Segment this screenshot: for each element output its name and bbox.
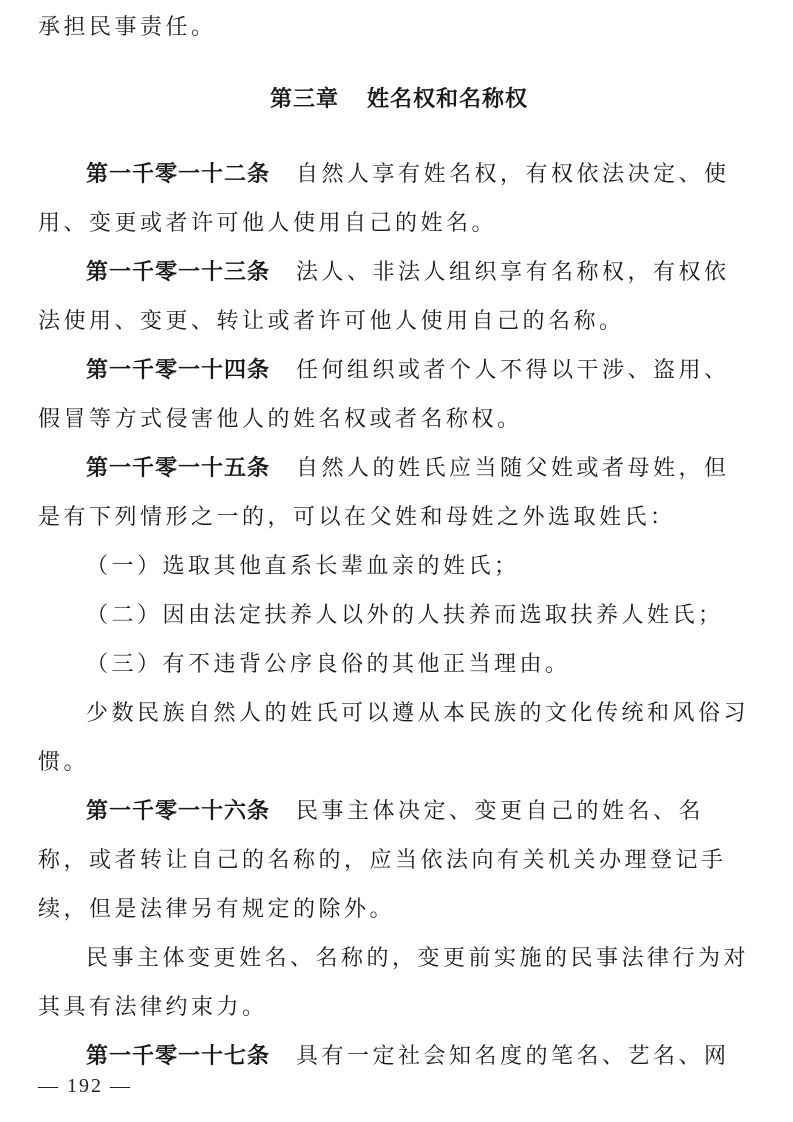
article-number: 第一千零一十五条 bbox=[86, 456, 271, 481]
continued-text: 承担民事责任。 bbox=[38, 15, 217, 40]
article-number: 第一千零一十六条 bbox=[86, 799, 271, 824]
article-text: 自然人享有姓名权，有权依法决定、使 bbox=[296, 162, 730, 187]
article-text: 自然人的姓氏应当随父姓或者母姓，但 bbox=[296, 456, 730, 481]
chapter-name: 姓名权和名称权 bbox=[367, 87, 529, 112]
article-number: 第一千零一十二条 bbox=[86, 162, 271, 187]
article-number: 第一千零一十四条 bbox=[86, 358, 271, 383]
article-text: 任何组织或者个人不得以干涉、盗用、 bbox=[296, 358, 730, 383]
article-1016-line-2: 称，或者转让自己的名称的，应当依法向有关机关办理登记手 bbox=[38, 848, 727, 873]
article-1014-line-2: 假冒等方式侵害他人的姓名权或者名称权。 bbox=[38, 407, 523, 432]
paragraph-1016b-line-2: 其具有法律约束力。 bbox=[38, 995, 268, 1020]
article-1016-line-3: 续，但是法律另有规定的除外。 bbox=[38, 897, 396, 922]
article-1015-line-2: 是有下列情形之一的，可以在父姓和母姓之外选取姓氏： bbox=[38, 505, 676, 530]
article-1015-line-1 bbox=[38, 445, 760, 492]
article-1016-line-1 bbox=[38, 788, 760, 835]
article-1012-line-1 bbox=[38, 151, 760, 198]
paragraph-1015b-line-1: 少数民族自然人的姓氏可以遵从本民族的文化传统和风俗习 bbox=[86, 701, 750, 726]
chapter-heading bbox=[38, 82, 760, 113]
page-number: — 192 — bbox=[38, 1075, 132, 1097]
chapter-number: 第三章 bbox=[269, 87, 339, 112]
article-text: 民事主体决定、变更自己的姓名、名 bbox=[296, 799, 705, 824]
article-text: 法人、非法人组织享有名称权，有权依 bbox=[296, 260, 730, 285]
list-item-2: （二）因由法定扶养人以外的人扶养而选取扶养人姓氏； bbox=[86, 603, 724, 628]
paragraph-1015b-line-2: 惯。 bbox=[38, 750, 90, 775]
paragraph-1016b-line-1: 民事主体变更姓名、名称的，变更前实施的民事法律行为对 bbox=[86, 946, 750, 971]
article-1013-line-1 bbox=[38, 249, 760, 296]
article-number: 第一千零一十三条 bbox=[86, 260, 271, 285]
list-item-3: （三）有不违背公序良俗的其他正当理由。 bbox=[86, 652, 571, 677]
list-item-1: （一）选取其他直系长辈血亲的姓氏； bbox=[86, 554, 520, 579]
article-1017-line-1 bbox=[38, 1033, 760, 1080]
article-1012-line-2: 用、变更或者许可他人使用自己的姓名。 bbox=[38, 211, 498, 236]
article-text: 具有一定社会知名度的笔名、艺名、网 bbox=[296, 1044, 730, 1069]
article-1014-line-1 bbox=[38, 347, 760, 394]
document-body bbox=[38, 151, 760, 1082]
article-number: 第一千零一十七条 bbox=[86, 1044, 271, 1069]
article-1013-line-2: 法使用、变更、转让或者许可他人使用自己的名称。 bbox=[38, 309, 625, 334]
